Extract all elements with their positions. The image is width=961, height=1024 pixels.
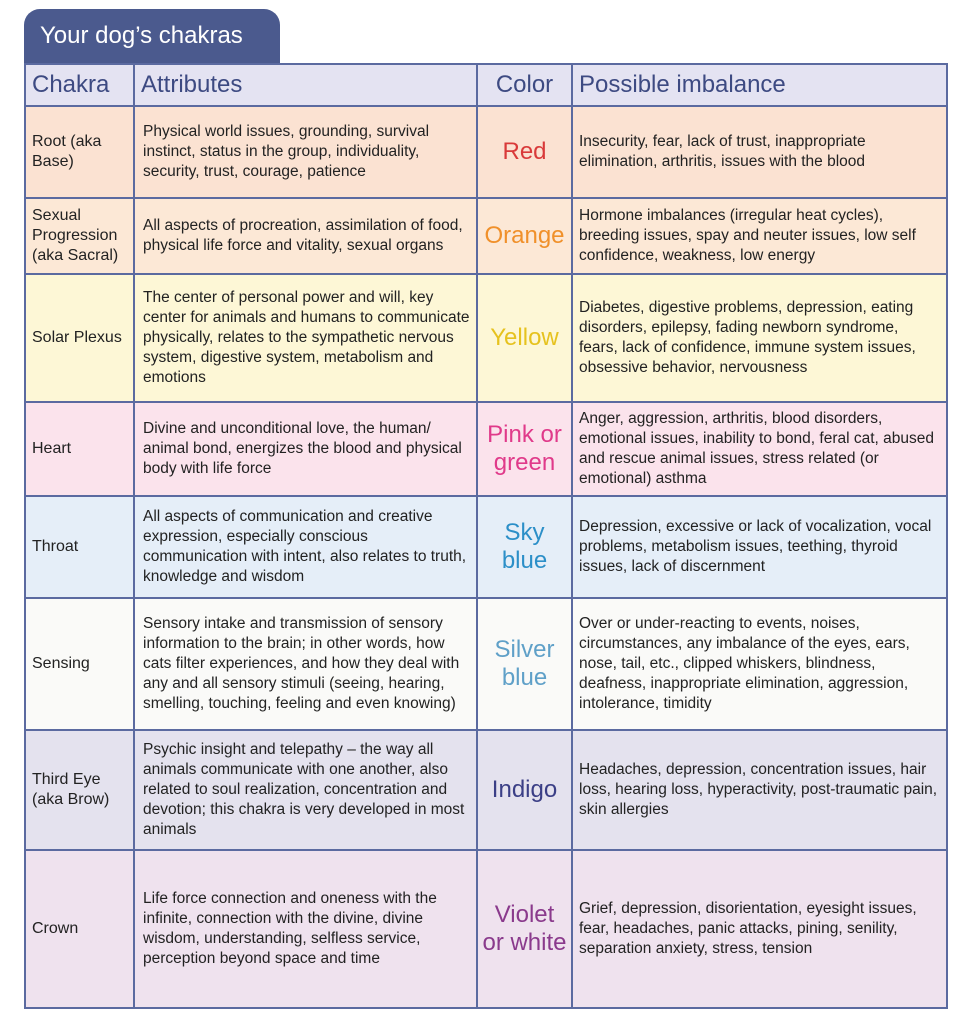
chakra-imbalance: Grief, depression, disorientation, eyesight issues, fear, headaches, panic attacks, pining, senility, separation anxiety, stress, tension (572, 850, 947, 1008)
chakra-name: Sensing (25, 598, 134, 730)
header-imbalance: Possible imbalance (572, 64, 947, 106)
table-row (25, 850, 947, 1008)
header-row (25, 64, 947, 106)
table-row (25, 598, 947, 730)
chakra-color: Yellow (477, 274, 572, 402)
table-row (25, 402, 947, 496)
chakra-color: Orange (477, 198, 572, 274)
chakra-imbalance: Insecurity, fear, lack of trust, inappropriate elimination, arthritis, issues with the blood (572, 106, 947, 198)
table-title: Your dog’s chakras (24, 9, 280, 63)
chakra-color: Pink or green (477, 402, 572, 496)
table-row (25, 730, 947, 850)
chakra-name: Third Eye (aka Brow) (25, 730, 134, 850)
chakra-attributes: The center of personal power and will, key center for animals and humans to communicate physically, relates to the sympathetic nervous system, digestive system, metabolism and emotions (134, 274, 477, 402)
header-attributes: Attributes (134, 64, 477, 106)
table-row (25, 198, 947, 274)
chakra-attributes: All aspects of communication and creative expression, especially conscious communication with intent, also relates to truth, knowledge and wisdom (134, 496, 477, 598)
chakra-attributes: Physical world issues, grounding, survival instinct, status in the group, individuality, security, trust, courage, patience (134, 106, 477, 198)
chakra-imbalance: Hormone imbalances (irregular heat cycles), breeding issues, spay and neuter issues, low self confidence, weakness, low energy (572, 198, 947, 274)
header-color: Color (477, 64, 572, 106)
chakra-attributes: Sensory intake and transmission of sensory information to the brain; in other words, how cats filter experiences, and how they deal with any and all sensory stimuli (seeing, hearing, smelling, touching, feeling and even knowing) (134, 598, 477, 730)
table-row (25, 274, 947, 402)
chakra-attributes: Psychic insight and telepathy – the way all animals communicate with one another, also related to soul realization, concentration and devotion; this chakra is very developed in most animals (134, 730, 477, 850)
chakra-color: Red (477, 106, 572, 198)
chakra-name: Heart (25, 402, 134, 496)
chakra-color: Silver blue (477, 598, 572, 730)
chakra-color: Violet or white (477, 850, 572, 1008)
chakra-attributes: Life force connection and oneness with the infinite, connection with the divine, divine wisdom, understanding, selfless service, perception beyond space and time (134, 850, 477, 1008)
table-row (25, 106, 947, 198)
table-row (25, 496, 947, 598)
header-chakra: Chakra (25, 64, 134, 106)
chakra-imbalance: Anger, aggression, arthritis, blood disorders, emotional issues, inability to bond, feral cat, abused and rescue animal issues, stress related (or emotional) asthma (572, 402, 947, 496)
chakra-name: Solar Plexus (25, 274, 134, 402)
chakra-imbalance: Depression, excessive or lack of vocalization, vocal problems, metabolism issues, teething, thyroid issues, lack of discernment (572, 496, 947, 598)
chakra-imbalance: Diabetes, digestive problems, depression, eating disorders, epilepsy, fading newborn syndrome, fears, lack of confidence, immune system issues, obsessive behavior, nervousness (572, 274, 947, 402)
chakra-color: Indigo (477, 730, 572, 850)
chakra-imbalance: Headaches, depression, concentration issues, hair loss, hearing loss, hyperactivity, post-traumatic pain, skin allergies (572, 730, 947, 850)
chakra-imbalance: Over or under-reacting to events, noises, circumstances, any imbalance of the eyes, ears, nose, tail, etc., clipped whiskers, blindness, deafness, inappropriate elimination, aggression, intolerance, timidity (572, 598, 947, 730)
chakra-name: Sexual Progression (aka Sacral) (25, 198, 134, 274)
chakra-name: Root (aka Base) (25, 106, 134, 198)
chakra-table (24, 63, 948, 1009)
chakra-attributes: All aspects of procreation, assimilation of food, physical life force and vitality, sexual organs (134, 198, 477, 274)
chakra-name: Throat (25, 496, 134, 598)
chakra-attributes: Divine and unconditional love, the human/ animal bond, energizes the blood and physical body with life force (134, 402, 477, 496)
chakra-name: Crown (25, 850, 134, 1008)
chakra-color: Sky blue (477, 496, 572, 598)
